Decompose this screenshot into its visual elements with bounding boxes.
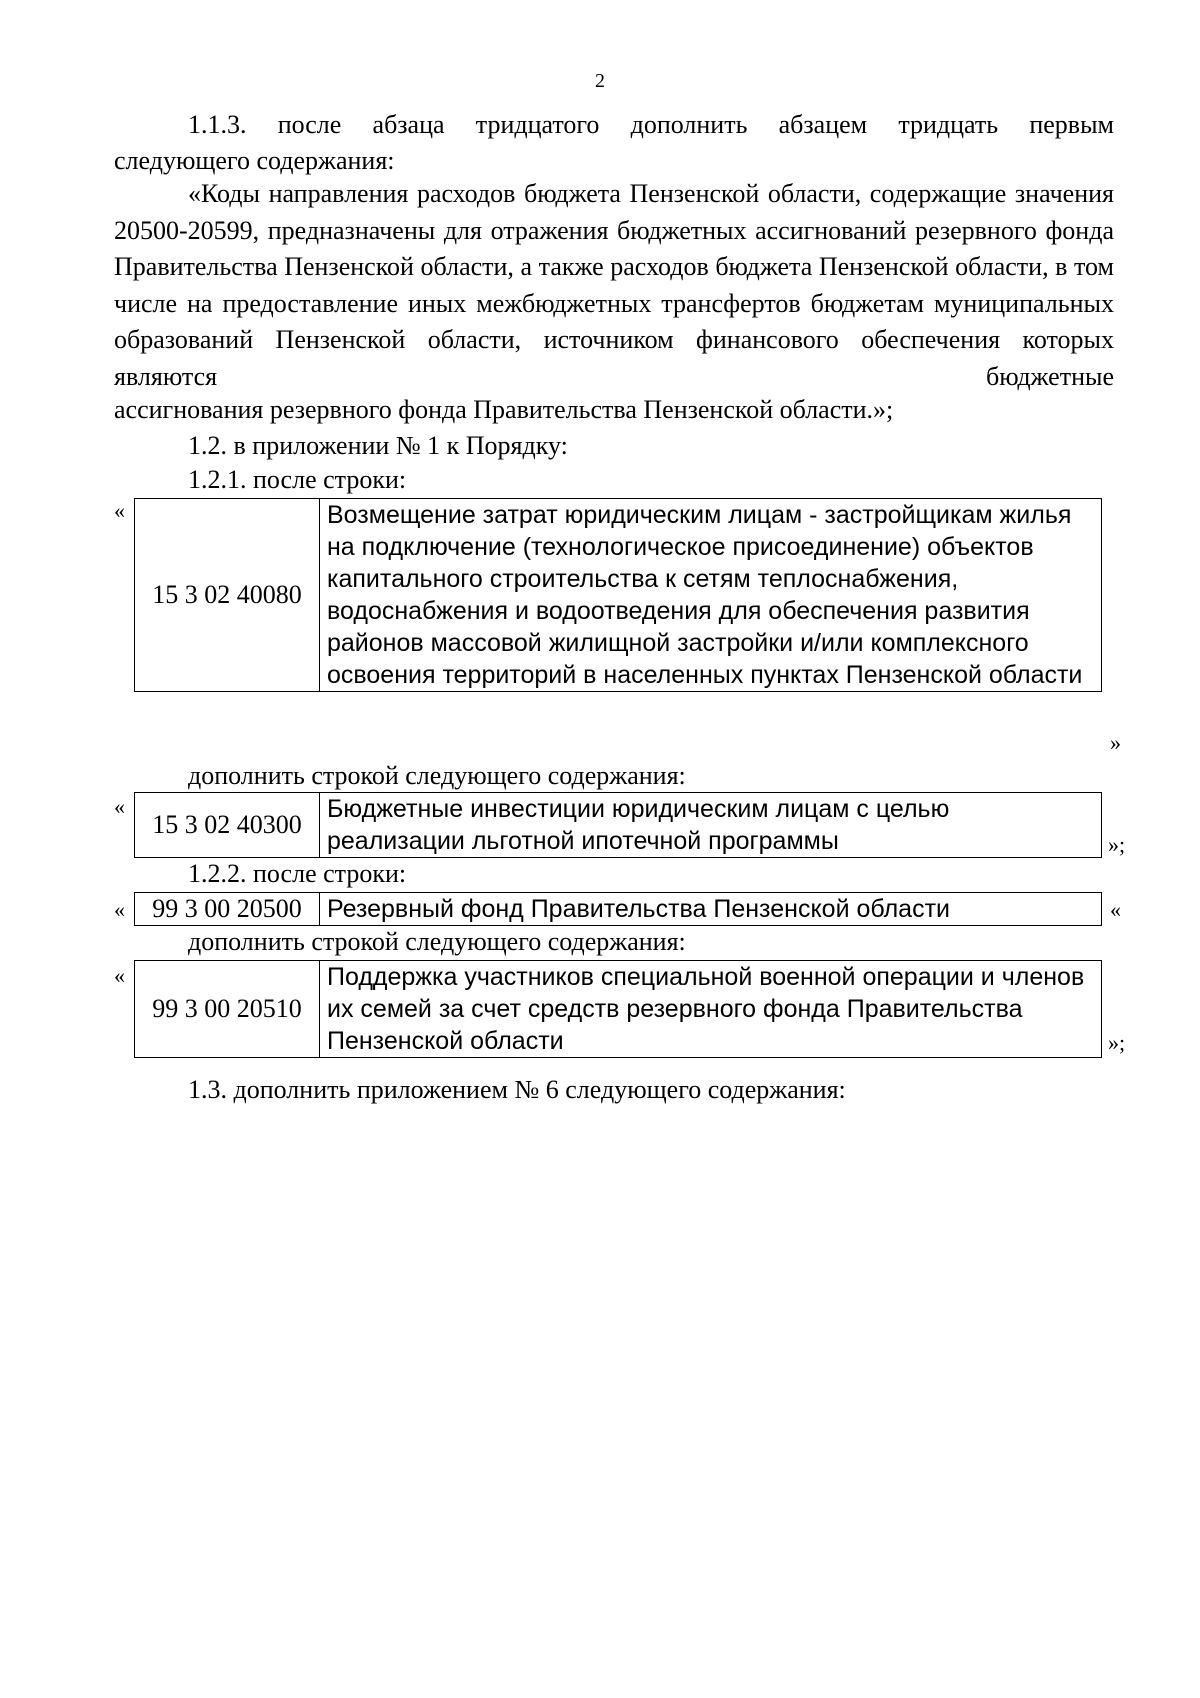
code-cell: 15 3 02 40300: [135, 793, 320, 858]
section-1-2-2: 1.2.2. после строки:: [188, 859, 407, 888]
description-cell: Возмещение затрат юридическим лицам - застройщикам жилья на подключение (технологическое присоединение) объектов капитального строительства к сетям теплоснабжения, водоснабжения и водоотведения для обеспечения развития районов массовой жилищной застройки и/или комплексного освоения территорий в населенных пунктах Пензенской области: [320, 499, 1102, 692]
table-row: [135, 961, 1102, 1058]
code-cell: 15 3 02 40080: [135, 499, 320, 692]
close-quote: »: [1110, 730, 1121, 755]
table-row: [135, 499, 1102, 692]
open-quote: «: [114, 794, 125, 819]
close-quote: »;: [1108, 1030, 1126, 1055]
paragraph-quote-codes: «Коды направления расходов бюджета Пензенской области, содержащие значения 20500-20599, предназначены для отражения бюджетных ассигнований резервного фонда Правительства Пензенской области, а также расходов бюджета Пензенской области, в том числе на предоставление иных межбюджетных трансфертов бюджетам муниципальных образований Пензенской области, источником финансового обеспечения которых являются бюджетные: [114, 179, 1114, 391]
paragraph-1-1-3: 1.1.3. после абзаца тридцатого дополнить абзацем тридцать первым: [188, 110, 1114, 139]
code-cell: 99 3 00 20510: [135, 961, 320, 1058]
open-quote: «: [114, 897, 125, 922]
open-quote: «: [114, 498, 125, 523]
code-table-row-2: [134, 792, 1102, 858]
section-1-3: 1.3. дополнить приложением № 6 следующего содержания:: [188, 1075, 846, 1104]
section-1-2-1: 1.2.1. после строки:: [188, 465, 407, 494]
code-table-row-1: [134, 498, 1102, 692]
paragraph-1-1-3-end: следующего содержания:: [114, 146, 395, 175]
code-table-row-3: [134, 892, 1102, 926]
description-cell: Резервный фонд Правительства Пензенской области: [320, 893, 1102, 926]
table-row: [135, 893, 1102, 926]
open-quote: «: [114, 963, 125, 988]
description-cell: Бюджетные инвестиции юридическим лицам с целью реализации льготной ипотечной программы: [320, 793, 1102, 858]
page-number: 2: [595, 70, 605, 92]
add-row-instruction-1: дополнить строкой следующего содержания:: [188, 761, 686, 790]
code-table-row-4: [134, 960, 1102, 1058]
table-row: [135, 793, 1102, 858]
description-cell: Поддержка участников специальной военной операции и членов их семей за счет средств резервного фонда Правительства Пензенской области: [320, 961, 1102, 1058]
code-cell: 99 3 00 20500: [135, 893, 320, 926]
close-quote: »;: [1108, 832, 1126, 857]
add-row-instruction-2: дополнить строкой следующего содержания:: [188, 927, 686, 956]
section-1-2: 1.2. в приложении № 1 к Порядку:: [188, 431, 568, 460]
close-quote: «: [1110, 897, 1121, 922]
paragraph-quote-codes-end: ассигнования резервного фонда Правительства Пензенской области.»;: [114, 395, 894, 424]
